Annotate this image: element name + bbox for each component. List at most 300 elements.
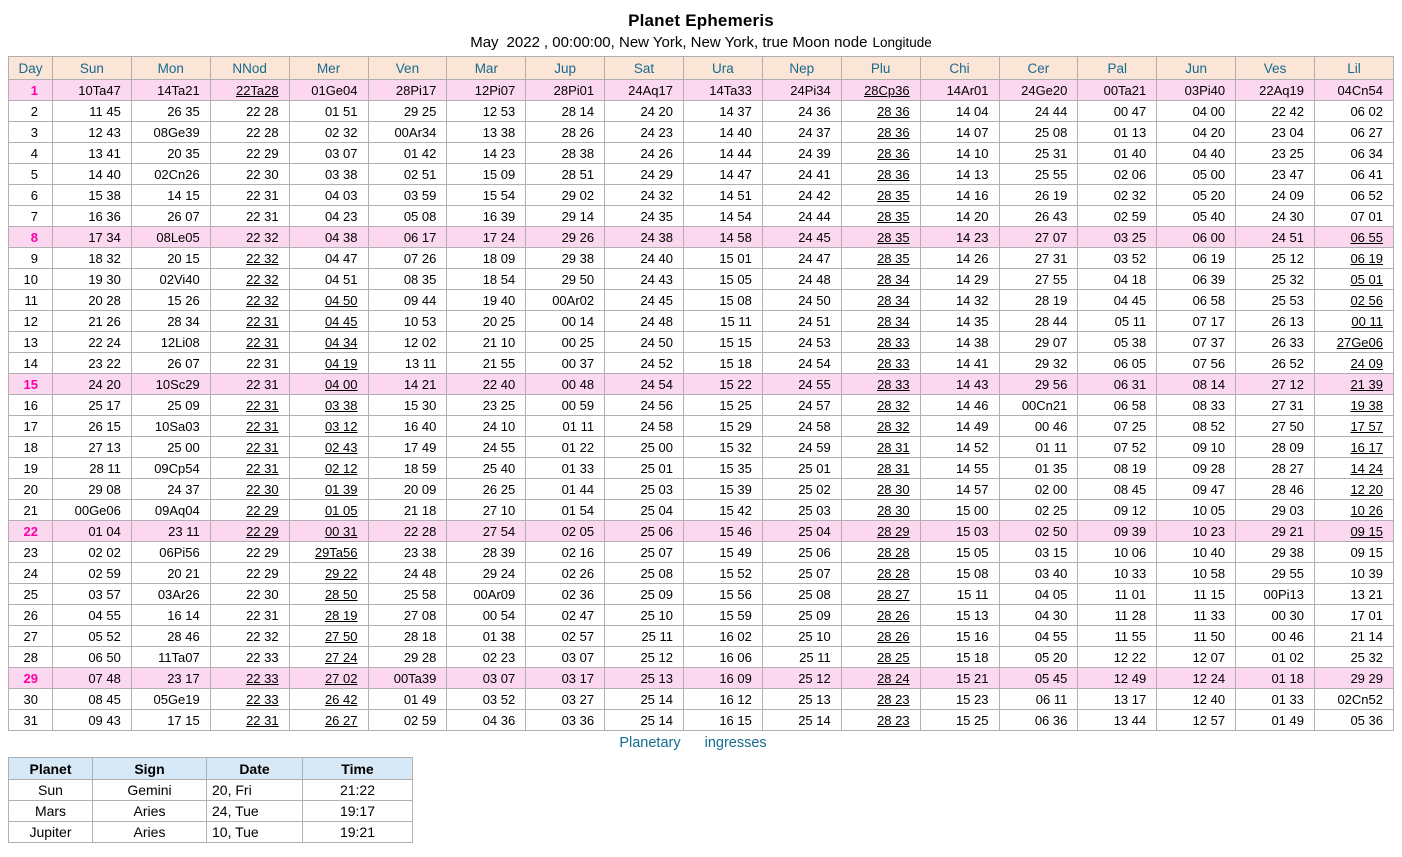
- ephemeris-cell-nnod: 22 28: [210, 101, 289, 122]
- ephemeris-cell-sun: 12 43: [53, 122, 132, 143]
- ephemeris-cell-chi: 14 57: [920, 479, 999, 500]
- ephemeris-cell-jup: 28 38: [526, 143, 605, 164]
- ephemeris-row-day-28: [9, 647, 1394, 668]
- ephemeris-cell-lil: 12 20: [1315, 479, 1394, 500]
- ephemeris-cell-sun: 28 11: [53, 458, 132, 479]
- ephemeris-cell-nep: 24 42: [762, 185, 841, 206]
- ephemeris-cell-jun: 10 58: [1157, 563, 1236, 584]
- ephemeris-cell-sun: 29 08: [53, 479, 132, 500]
- column-header-ven: Ven: [368, 57, 447, 80]
- ingress-cell-time: 19:17: [303, 801, 413, 822]
- column-header-day: Day: [9, 57, 53, 80]
- ephemeris-cell-jun: 10 05: [1157, 500, 1236, 521]
- ephemeris-cell-chi: 15 08: [920, 563, 999, 584]
- ephemeris-cell-ven: 23 38: [368, 542, 447, 563]
- ephemeris-cell-ura: 15 39: [684, 479, 763, 500]
- ephemeris-cell-nep: 24 47: [762, 248, 841, 269]
- ephemeris-cell-mer: 04 50: [289, 290, 368, 311]
- ephemeris-cell-cer: 29 56: [999, 374, 1078, 395]
- ephemeris-cell-ven: 16 40: [368, 416, 447, 437]
- ephemeris-cell-nnod: 22Ta28: [210, 80, 289, 101]
- ephemeris-cell-ura: 15 05: [684, 269, 763, 290]
- ephemeris-cell-mar: 18 09: [447, 248, 526, 269]
- ephemeris-row-day-8: [9, 227, 1394, 248]
- ephemeris-cell-nnod: 22 31: [210, 311, 289, 332]
- ephemeris-cell-mer: 03 38: [289, 395, 368, 416]
- ephemeris-cell-chi: 15 03: [920, 521, 999, 542]
- ephemeris-row-day-22: [9, 521, 1394, 542]
- ephemeris-cell-ura: 15 29: [684, 416, 763, 437]
- ephemeris-row-day-26: [9, 605, 1394, 626]
- ephemeris-cell-ura: 15 59: [684, 605, 763, 626]
- ephemeris-cell-nnod: 22 29: [210, 143, 289, 164]
- ephemeris-row-day-13: [9, 332, 1394, 353]
- subtitle-details: , 00:00:00, New York, New York, true Moon node: [543, 34, 868, 51]
- ephemeris-cell-sun: 24 20: [53, 374, 132, 395]
- ephemeris-cell-lil: 10 26: [1315, 500, 1394, 521]
- ephemeris-cell-jup: 03 27: [526, 689, 605, 710]
- ingress-title-word-2: ingresses: [704, 735, 767, 751]
- ephemeris-cell-lil: 05 36: [1315, 710, 1394, 731]
- ephemeris-cell-sat: 24 54: [605, 374, 684, 395]
- ephemeris-cell-sat: 24 56: [605, 395, 684, 416]
- ephemeris-row-day-19: [9, 458, 1394, 479]
- ephemeris-cell-plu: 28 35: [841, 185, 920, 206]
- ephemeris-cell-mon: 09Aq04: [131, 500, 210, 521]
- ephemeris-cell-cer: 00Cn21: [999, 395, 1078, 416]
- ephemeris-cell-jun: 12 07: [1157, 647, 1236, 668]
- ingress-column-header-planet: Planet: [9, 758, 93, 780]
- ephemeris-cell-ura: 14 37: [684, 101, 763, 122]
- subtitle-coordinate-frame: Longitude: [872, 35, 932, 50]
- ephemeris-cell-ves: 26 52: [1236, 353, 1315, 374]
- ephemeris-cell-sat: 25 10: [605, 605, 684, 626]
- day-cell: 29: [9, 668, 53, 689]
- ingress-row-sun: [9, 780, 413, 801]
- ephemeris-cell-jup: 28 14: [526, 101, 605, 122]
- ephemeris-cell-jup: 03 36: [526, 710, 605, 731]
- ephemeris-cell-jun: 05 00: [1157, 164, 1236, 185]
- ephemeris-cell-nep: 25 04: [762, 521, 841, 542]
- column-header-cer: Cer: [999, 57, 1078, 80]
- ephemeris-cell-mar: 02 23: [447, 647, 526, 668]
- ephemeris-row-day-3: [9, 122, 1394, 143]
- ephemeris-table-head: [9, 57, 1394, 80]
- ingress-table-head: [9, 758, 413, 780]
- ingress-cell-sign: Gemini: [93, 780, 207, 801]
- ephemeris-cell-jun: 05 20: [1157, 185, 1236, 206]
- ephemeris-cell-pal: 02 32: [1078, 185, 1157, 206]
- ephemeris-cell-mer: 28 19: [289, 605, 368, 626]
- ephemeris-cell-pal: 03 52: [1078, 248, 1157, 269]
- ephemeris-cell-ven: 00Ta39: [368, 668, 447, 689]
- column-header-ves: Ves: [1236, 57, 1315, 80]
- ephemeris-cell-plu: 28 27: [841, 584, 920, 605]
- ephemeris-cell-chi: 14 20: [920, 206, 999, 227]
- ephemeris-cell-chi: 14 29: [920, 269, 999, 290]
- ephemeris-cell-nnod: 22 29: [210, 542, 289, 563]
- ephemeris-cell-jun: 03Pi40: [1157, 80, 1236, 101]
- column-header-ura: Ura: [684, 57, 763, 80]
- ephemeris-cell-cer: 00 46: [999, 416, 1078, 437]
- ephemeris-cell-mar: 03 07: [447, 668, 526, 689]
- ephemeris-cell-sat: 24 20: [605, 101, 684, 122]
- ephemeris-cell-nep: 24 59: [762, 437, 841, 458]
- ephemeris-cell-ura: 15 32: [684, 437, 763, 458]
- ephemeris-cell-sun: 04 55: [53, 605, 132, 626]
- ephemeris-cell-mer: 04 47: [289, 248, 368, 269]
- ephemeris-cell-ven: 29 25: [368, 101, 447, 122]
- ephemeris-cell-cer: 25 08: [999, 122, 1078, 143]
- ephemeris-cell-nnod: 22 33: [210, 668, 289, 689]
- ephemeris-cell-ves: 23 47: [1236, 164, 1315, 185]
- ephemeris-cell-sun: 05 52: [53, 626, 132, 647]
- ephemeris-cell-nnod: 22 31: [210, 206, 289, 227]
- ingress-cell-planet: Mars: [9, 801, 93, 822]
- ephemeris-cell-mon: 08Le05: [131, 227, 210, 248]
- ephemeris-cell-plu: 28 36: [841, 101, 920, 122]
- ephemeris-cell-cer: 27 55: [999, 269, 1078, 290]
- ephemeris-row-day-2: [9, 101, 1394, 122]
- ephemeris-cell-mer: 04 19: [289, 353, 368, 374]
- ephemeris-cell-chi: 14 10: [920, 143, 999, 164]
- column-header-mar: Mar: [447, 57, 526, 80]
- ephemeris-cell-mar: 12 53: [447, 101, 526, 122]
- ephemeris-cell-chi: 15 16: [920, 626, 999, 647]
- ephemeris-cell-jun: 11 50: [1157, 626, 1236, 647]
- day-cell: 3: [9, 122, 53, 143]
- ephemeris-cell-chi: 15 18: [920, 647, 999, 668]
- ephemeris-cell-pal: 02 59: [1078, 206, 1157, 227]
- ephemeris-cell-mar: 26 25: [447, 479, 526, 500]
- ephemeris-cell-ves: 24 09: [1236, 185, 1315, 206]
- ephemeris-cell-mer: 27 50: [289, 626, 368, 647]
- ephemeris-cell-ven: 08 35: [368, 269, 447, 290]
- ephemeris-cell-nep: 25 14: [762, 710, 841, 731]
- ephemeris-cell-jup: 01 33: [526, 458, 605, 479]
- ingress-cell-date: 24, Tue: [207, 801, 303, 822]
- ephemeris-cell-nnod: 22 30: [210, 479, 289, 500]
- day-cell: 17: [9, 416, 53, 437]
- ephemeris-cell-plu: 28Cp36: [841, 80, 920, 101]
- ephemeris-cell-jup: 01 22: [526, 437, 605, 458]
- ephemeris-cell-nep: 25 08: [762, 584, 841, 605]
- ephemeris-cell-chi: 14 46: [920, 395, 999, 416]
- ephemeris-cell-mer: 29 22: [289, 563, 368, 584]
- ingress-header-row: [9, 758, 413, 780]
- ephemeris-cell-jup: 03 07: [526, 647, 605, 668]
- ephemeris-cell-sun: 18 32: [53, 248, 132, 269]
- ephemeris-cell-ven: 01 49: [368, 689, 447, 710]
- ephemeris-cell-pal: 05 38: [1078, 332, 1157, 353]
- ephemeris-table-body: [9, 80, 1394, 731]
- ephemeris-cell-ura: 16 09: [684, 668, 763, 689]
- ephemeris-cell-sat: 25 01: [605, 458, 684, 479]
- ephemeris-cell-mer: 01 05: [289, 500, 368, 521]
- ephemeris-cell-chi: 14 23: [920, 227, 999, 248]
- ephemeris-cell-lil: 05 01: [1315, 269, 1394, 290]
- ephemeris-cell-nep: 24 57: [762, 395, 841, 416]
- ephemeris-cell-nnod: 22 29: [210, 521, 289, 542]
- ephemeris-cell-cer: 24 44: [999, 101, 1078, 122]
- day-cell: 16: [9, 395, 53, 416]
- ephemeris-cell-sun: 02 59: [53, 563, 132, 584]
- ephemeris-cell-ven: 28 18: [368, 626, 447, 647]
- ephemeris-cell-ven: 24 48: [368, 563, 447, 584]
- ephemeris-cell-jun: 08 52: [1157, 416, 1236, 437]
- column-header-jun: Jun: [1157, 57, 1236, 80]
- ephemeris-cell-nnod: 22 32: [210, 227, 289, 248]
- ephemeris-cell-nnod: 22 32: [210, 290, 289, 311]
- ephemeris-cell-mer: 04 38: [289, 227, 368, 248]
- ephemeris-cell-jup: 28 51: [526, 164, 605, 185]
- ephemeris-cell-ven: 17 49: [368, 437, 447, 458]
- ephemeris-cell-jup: 01 54: [526, 500, 605, 521]
- ephemeris-cell-pal: 10 33: [1078, 563, 1157, 584]
- ephemeris-cell-mer: 02 32: [289, 122, 368, 143]
- day-cell: 25: [9, 584, 53, 605]
- ephemeris-cell-sun: 16 36: [53, 206, 132, 227]
- ephemeris-cell-cer: 03 40: [999, 563, 1078, 584]
- ephemeris-cell-ves: 24 30: [1236, 206, 1315, 227]
- ephemeris-row-day-12: [9, 311, 1394, 332]
- ephemeris-cell-nnod: 22 30: [210, 164, 289, 185]
- ephemeris-cell-sat: 24 38: [605, 227, 684, 248]
- ephemeris-cell-jun: 12 24: [1157, 668, 1236, 689]
- ephemeris-cell-ura: 16 12: [684, 689, 763, 710]
- ephemeris-cell-ura: 14Ta33: [684, 80, 763, 101]
- ephemeris-cell-ura: 14 40: [684, 122, 763, 143]
- ephemeris-cell-mon: 26 07: [131, 353, 210, 374]
- column-header-jup: Jup: [526, 57, 605, 80]
- ephemeris-cell-cer: 25 55: [999, 164, 1078, 185]
- ephemeris-cell-lil: 07 01: [1315, 206, 1394, 227]
- ephemeris-cell-mon: 20 35: [131, 143, 210, 164]
- ephemeris-cell-ves: 25 12: [1236, 248, 1315, 269]
- ephemeris-cell-plu: 28 23: [841, 710, 920, 731]
- subtitle-month: May: [470, 34, 499, 51]
- ephemeris-cell-jup: 03 17: [526, 668, 605, 689]
- ephemeris-cell-nnod: 22 31: [210, 416, 289, 437]
- ephemeris-cell-sat: 24 40: [605, 248, 684, 269]
- ephemeris-cell-plu: 28 34: [841, 290, 920, 311]
- ephemeris-cell-pal: 06 05: [1078, 353, 1157, 374]
- ephemeris-cell-sun: 10Ta47: [53, 80, 132, 101]
- ephemeris-cell-mar: 03 52: [447, 689, 526, 710]
- ephemeris-cell-jun: 09 28: [1157, 458, 1236, 479]
- ephemeris-cell-mon: 15 26: [131, 290, 210, 311]
- ephemeris-cell-plu: 28 33: [841, 353, 920, 374]
- ephemeris-cell-sun: 27 13: [53, 437, 132, 458]
- ephemeris-cell-mon: 26 07: [131, 206, 210, 227]
- ephemeris-cell-ves: 26 33: [1236, 332, 1315, 353]
- ephemeris-cell-ves: 28 46: [1236, 479, 1315, 500]
- ephemeris-cell-lil: 06 55: [1315, 227, 1394, 248]
- column-header-chi: Chi: [920, 57, 999, 80]
- ephemeris-cell-sun: 09 43: [53, 710, 132, 731]
- ephemeris-cell-lil: 29 29: [1315, 668, 1394, 689]
- ephemeris-cell-mon: 14 15: [131, 185, 210, 206]
- day-cell: 30: [9, 689, 53, 710]
- ephemeris-cell-ura: 14 51: [684, 185, 763, 206]
- ephemeris-cell-sat: 24 26: [605, 143, 684, 164]
- ephemeris-cell-ura: 14 44: [684, 143, 763, 164]
- ephemeris-cell-jun: 09 10: [1157, 437, 1236, 458]
- ephemeris-cell-lil: 06 41: [1315, 164, 1394, 185]
- ephemeris-cell-sat: 24Aq17: [605, 80, 684, 101]
- ephemeris-cell-nnod: 22 31: [210, 458, 289, 479]
- page-title: Planet Ephemeris: [628, 11, 774, 30]
- day-cell: 9: [9, 248, 53, 269]
- ephemeris-cell-sat: 25 06: [605, 521, 684, 542]
- ephemeris-cell-nep: 24 41: [762, 164, 841, 185]
- ephemeris-table: [8, 56, 1394, 731]
- day-cell: 12: [9, 311, 53, 332]
- ephemeris-cell-lil: 06 19: [1315, 248, 1394, 269]
- ephemeris-cell-plu: 28 30: [841, 479, 920, 500]
- ephemeris-cell-lil: 02Cn52: [1315, 689, 1394, 710]
- ephemeris-cell-nnod: 22 32: [210, 626, 289, 647]
- ephemeris-cell-sat: 25 09: [605, 584, 684, 605]
- ephemeris-cell-plu: 28 31: [841, 458, 920, 479]
- ephemeris-cell-chi: 15 25: [920, 710, 999, 731]
- ephemeris-cell-sun: 02 02: [53, 542, 132, 563]
- ephemeris-cell-pal: 08 45: [1078, 479, 1157, 500]
- ephemeris-cell-sat: 24 52: [605, 353, 684, 374]
- ephemeris-cell-cer: 05 45: [999, 668, 1078, 689]
- ephemeris-cell-ves: 23 04: [1236, 122, 1315, 143]
- ephemeris-cell-nnod: 22 31: [210, 353, 289, 374]
- ephemeris-cell-lil: 13 21: [1315, 584, 1394, 605]
- ephemeris-cell-mon: 12Li08: [131, 332, 210, 353]
- ephemeris-cell-chi: 14Ar01: [920, 80, 999, 101]
- ephemeris-cell-mon: 24 37: [131, 479, 210, 500]
- ephemeris-cell-jup: 00 14: [526, 311, 605, 332]
- ephemeris-cell-mer: 26 27: [289, 710, 368, 731]
- ephemeris-cell-lil: 24 09: [1315, 353, 1394, 374]
- column-header-mon: Mon: [131, 57, 210, 80]
- ingress-column-header-sign: Sign: [93, 758, 207, 780]
- column-header-lil: Lil: [1315, 57, 1394, 80]
- ephemeris-cell-mer: 04 03: [289, 185, 368, 206]
- ephemeris-cell-lil: 02 56: [1315, 290, 1394, 311]
- ephemeris-cell-ves: 22Aq19: [1236, 80, 1315, 101]
- ephemeris-cell-cer: 03 15: [999, 542, 1078, 563]
- ephemeris-cell-sun: 11 45: [53, 101, 132, 122]
- ephemeris-cell-nep: 25 09: [762, 605, 841, 626]
- ephemeris-cell-sat: 24 29: [605, 164, 684, 185]
- ephemeris-cell-mar: 01 38: [447, 626, 526, 647]
- ephemeris-cell-nnod: 22 31: [210, 605, 289, 626]
- ephemeris-cell-cer: 27 31: [999, 248, 1078, 269]
- ephemeris-cell-mon: 02Vi40: [131, 269, 210, 290]
- ephemeris-cell-pal: 11 28: [1078, 605, 1157, 626]
- ephemeris-cell-chi: 14 38: [920, 332, 999, 353]
- ephemeris-row-day-10: [9, 269, 1394, 290]
- ephemeris-cell-plu: 28 28: [841, 563, 920, 584]
- ephemeris-cell-jup: 29 14: [526, 206, 605, 227]
- ephemeris-cell-ves: 29 21: [1236, 521, 1315, 542]
- ephemeris-row-day-27: [9, 626, 1394, 647]
- ephemeris-cell-sat: 25 14: [605, 689, 684, 710]
- ephemeris-cell-sat: 24 23: [605, 122, 684, 143]
- ephemeris-cell-sat: 25 00: [605, 437, 684, 458]
- ephemeris-cell-sun: 21 26: [53, 311, 132, 332]
- ephemeris-cell-jun: 11 33: [1157, 605, 1236, 626]
- ephemeris-cell-nep: 24 51: [762, 311, 841, 332]
- ephemeris-cell-mon: 28 46: [131, 626, 210, 647]
- column-header-nnod: NNod: [210, 57, 289, 80]
- ephemeris-cell-ven: 27 08: [368, 605, 447, 626]
- ephemeris-row-day-14: [9, 353, 1394, 374]
- ingress-cell-date: 10, Tue: [207, 822, 303, 843]
- ephemeris-cell-sat: 25 11: [605, 626, 684, 647]
- ephemeris-cell-mer: 01 39: [289, 479, 368, 500]
- ephemeris-cell-jun: 08 33: [1157, 395, 1236, 416]
- ephemeris-cell-mar: 27 10: [447, 500, 526, 521]
- ephemeris-cell-mar: 21 55: [447, 353, 526, 374]
- day-cell: 23: [9, 542, 53, 563]
- ephemeris-cell-mar: 13 38: [447, 122, 526, 143]
- ephemeris-cell-ven: 20 09: [368, 479, 447, 500]
- ephemeris-cell-ura: 15 46: [684, 521, 763, 542]
- column-header-sun: Sun: [53, 57, 132, 80]
- ephemeris-row-day-24: [9, 563, 1394, 584]
- ephemeris-cell-jun: 04 40: [1157, 143, 1236, 164]
- ephemeris-cell-lil: 04Cn54: [1315, 80, 1394, 101]
- ephemeris-cell-plu: 28 35: [841, 206, 920, 227]
- ephemeris-cell-sun: 25 17: [53, 395, 132, 416]
- ephemeris-cell-cer: 24Ge20: [999, 80, 1078, 101]
- ephemeris-cell-mer: 27 24: [289, 647, 368, 668]
- ephemeris-cell-jun: 07 17: [1157, 311, 1236, 332]
- ephemeris-cell-lil: 06 34: [1315, 143, 1394, 164]
- ephemeris-cell-cer: 28 19: [999, 290, 1078, 311]
- ephemeris-cell-plu: 28 32: [841, 395, 920, 416]
- ephemeris-cell-nep: 25 10: [762, 626, 841, 647]
- ephemeris-cell-mon: 17 15: [131, 710, 210, 731]
- ephemeris-cell-ura: 14 58: [684, 227, 763, 248]
- ingress-column-header-time: Time: [303, 758, 413, 780]
- ephemeris-cell-jup: 29 38: [526, 248, 605, 269]
- ephemeris-cell-sat: 25 03: [605, 479, 684, 500]
- ephemeris-cell-nnod: 22 32: [210, 269, 289, 290]
- ephemeris-cell-sun: 01 04: [53, 521, 132, 542]
- column-header-nep: Nep: [762, 57, 841, 80]
- ephemeris-cell-cer: 04 05: [999, 584, 1078, 605]
- ephemeris-cell-sat: 25 14: [605, 710, 684, 731]
- ephemeris-cell-sat: 24 32: [605, 185, 684, 206]
- ephemeris-cell-ven: 12 02: [368, 332, 447, 353]
- ephemeris-cell-jup: 00 37: [526, 353, 605, 374]
- ingress-cell-time: 21:22: [303, 780, 413, 801]
- ephemeris-cell-cer: 28 44: [999, 311, 1078, 332]
- ephemeris-cell-ura: 14 54: [684, 206, 763, 227]
- ephemeris-cell-pal: 11 55: [1078, 626, 1157, 647]
- ephemeris-cell-mon: 10Sa03: [131, 416, 210, 437]
- ephemeris-cell-jun: 11 15: [1157, 584, 1236, 605]
- ephemeris-cell-sun: 23 22: [53, 353, 132, 374]
- ephemeris-cell-pal: 08 19: [1078, 458, 1157, 479]
- ephemeris-row-day-18: [9, 437, 1394, 458]
- ephemeris-cell-cer: 26 19: [999, 185, 1078, 206]
- ephemeris-cell-cer: 06 36: [999, 710, 1078, 731]
- day-cell: 10: [9, 269, 53, 290]
- ingress-cell-planet: Jupiter: [9, 822, 93, 843]
- day-cell: 13: [9, 332, 53, 353]
- ephemeris-cell-sun: 17 34: [53, 227, 132, 248]
- ephemeris-cell-mar: 15 54: [447, 185, 526, 206]
